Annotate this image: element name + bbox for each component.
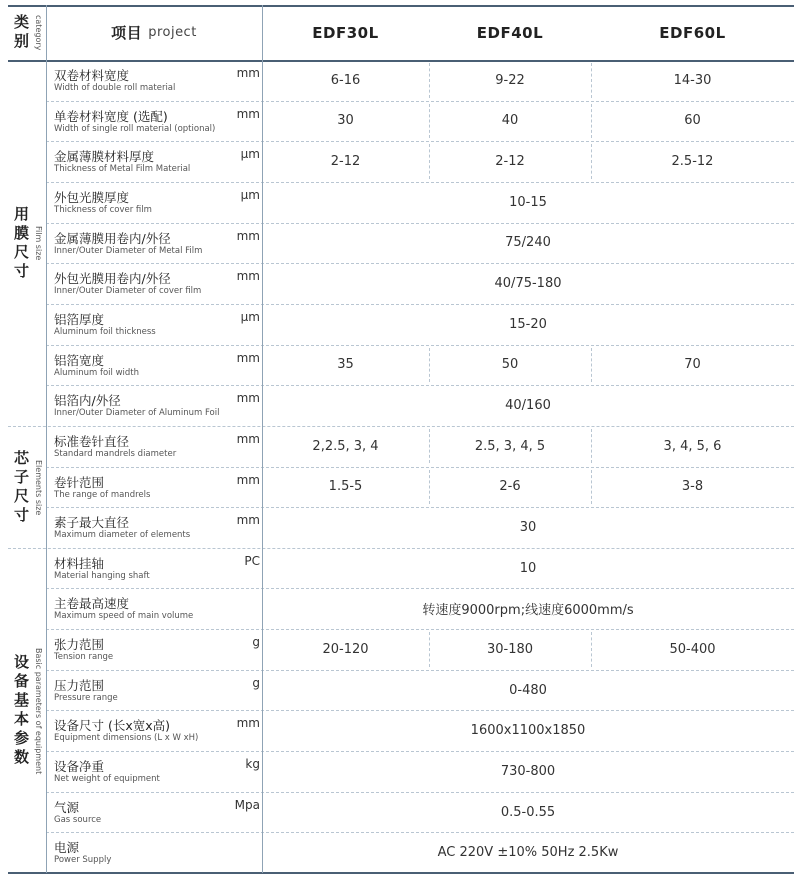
column-border — [262, 5, 263, 873]
spec-row-label — [54, 751, 260, 792]
spec-row-label — [54, 263, 260, 304]
item-name-zh: 外包光膜厚度 — [54, 189, 130, 205]
spec-value: 30 — [519, 519, 537, 535]
model-header-edf40l: EDF40L — [476, 23, 544, 42]
spec-value-edf60l: 3, 4, 5, 6 — [663, 438, 722, 454]
item-name-en: Thickness of cover film — [54, 204, 152, 215]
item-name-en: Width of single roll material (optional) — [54, 123, 216, 134]
item-name-en: Aluminum foil width — [54, 367, 140, 378]
item-unit: PC — [244, 553, 260, 568]
column-border — [46, 5, 47, 873]
row-divider — [46, 792, 794, 793]
column-divider — [429, 632, 430, 667]
spec-value-edf60l: 14-30 — [673, 72, 712, 88]
item-unit: μm — [240, 187, 260, 202]
column-divider — [591, 104, 592, 139]
spec-value: 转速度9000rpm;线速度6000mm/s — [422, 603, 634, 619]
spec-row-label — [54, 223, 260, 264]
item-name-en: Maximum speed of main volume — [54, 611, 194, 622]
category-film-size — [8, 60, 46, 427]
item-name-en: Inner/Outer Diameter of Aluminum Foil — [54, 408, 220, 419]
column-divider — [591, 429, 592, 464]
item-name-zh: 主卷最高速度 — [54, 596, 130, 612]
spec-value: 730-800 — [500, 763, 556, 779]
row-divider — [46, 710, 794, 711]
spec-value: 40/75-180 — [494, 276, 562, 292]
category-header-en: category — [34, 14, 43, 51]
category-basic-parameters-zh: 设备基本参数 — [12, 654, 30, 768]
row-divider — [46, 304, 794, 305]
project-header — [46, 5, 262, 60]
column-divider — [429, 348, 430, 383]
spec-value-edf30l: 2-12 — [330, 154, 361, 170]
item-unit: μm — [240, 309, 260, 324]
spec-row-label — [54, 101, 260, 142]
row-divider — [46, 588, 794, 589]
column-divider — [591, 470, 592, 505]
spec-value: 1600x1100x1850 — [470, 723, 586, 739]
spec-row-label — [54, 792, 260, 833]
spec-row-label — [54, 182, 260, 223]
spec-value: 10 — [519, 560, 537, 576]
category-film-size-en: Film size — [34, 226, 43, 261]
item-name-en: The range of mandrels — [54, 489, 151, 500]
row-divider — [8, 426, 794, 427]
row-divider — [46, 182, 794, 183]
spec-row-label — [54, 629, 260, 670]
row-divider — [8, 548, 794, 549]
spec-value-edf40l: 30-180 — [486, 641, 534, 657]
spec-table — [8, 5, 794, 873]
item-unit: mm — [236, 66, 260, 80]
project-header-zh: 项目 — [111, 24, 143, 42]
item-name-zh: 单卷材料宽度 (选配) — [54, 108, 168, 124]
item-unit: mm — [236, 350, 260, 365]
row-divider — [46, 223, 794, 224]
item-name-zh: 设备净重 — [54, 759, 105, 775]
item-unit: mm — [236, 391, 260, 406]
item-name-zh: 金属薄膜用卷内/外径 — [54, 230, 171, 246]
spec-value-edf60l: 50-400 — [669, 641, 716, 657]
spec-value-edf30l: 1.5-5 — [328, 479, 363, 495]
item-unit: mm — [236, 228, 260, 243]
spec-value-edf60l: 2.5-12 — [671, 154, 714, 170]
item-name-en: Thickness of Metal Film Material — [54, 164, 191, 175]
item-unit: mm — [236, 513, 260, 528]
row-divider — [46, 385, 794, 386]
category-elements-size-zh: 芯子尺寸 — [12, 450, 30, 526]
item-name-en: Net weight of equipment — [54, 774, 160, 785]
item-unit: kg — [245, 757, 260, 772]
column-divider — [591, 632, 592, 667]
spec-row-label — [54, 710, 260, 751]
row-divider — [46, 101, 794, 102]
spec-value-edf40l: 2-12 — [495, 154, 525, 170]
spec-value: 75/240 — [505, 235, 551, 251]
item-name-en: Power Supply — [54, 855, 112, 866]
row-divider — [46, 670, 794, 671]
item-name-zh: 材料挂轴 — [54, 555, 105, 571]
spec-value-edf30l: 20-120 — [322, 641, 369, 657]
spec-value: 10-15 — [509, 194, 547, 210]
spec-row-label — [54, 304, 260, 345]
item-name-en: Standard mandrels diameter — [54, 448, 177, 459]
row-divider — [46, 507, 794, 508]
spec-value: 0-480 — [509, 682, 547, 698]
item-name-zh: 铝箔内/外径 — [54, 393, 121, 409]
item-name-en: Inner/Outer Diameter of Metal Film — [54, 245, 203, 256]
spec-value-edf60l: 70 — [684, 357, 701, 373]
category-header-zh: 类别 — [12, 13, 30, 52]
item-name-en: Tension range — [54, 652, 114, 663]
column-divider — [591, 144, 592, 179]
item-name-en: Width of double roll material — [54, 83, 176, 93]
spec-value: 40/160 — [505, 398, 551, 413]
spec-value-edf30l: 2,2.5, 3, 4 — [312, 438, 379, 454]
project-header-en: project — [148, 25, 197, 40]
spec-row-label — [54, 385, 260, 426]
item-name-en: Pressure range — [54, 692, 118, 703]
row-divider — [46, 263, 794, 264]
column-divider — [591, 348, 592, 383]
item-unit: μm — [240, 147, 260, 162]
row-divider — [46, 629, 794, 630]
spec-value: AC 220V ±10% 50Hz 2.5Kw — [437, 845, 619, 861]
row-divider — [8, 872, 794, 874]
item-unit: mm — [236, 431, 260, 446]
category-elements-size-en: Elements size — [34, 460, 43, 516]
spec-row-label — [54, 345, 260, 386]
category-header — [8, 5, 46, 60]
item-name-zh: 气源 — [54, 799, 80, 815]
item-name-zh: 张力范围 — [54, 637, 105, 653]
spec-value-edf40l: 9-22 — [495, 72, 525, 88]
spec-row-label — [54, 832, 260, 873]
item-name-en: Equipment dimensions (L x W xH) — [54, 733, 199, 744]
item-name-zh: 标准卷针直径 — [54, 433, 130, 449]
spec-row-label — [54, 141, 260, 182]
row-divider — [46, 467, 794, 468]
category-elements-size — [8, 427, 46, 549]
category-basic-parameters-en: Basic parameters of equipment — [34, 647, 43, 775]
spec-row-label — [54, 426, 260, 467]
spec-value-edf40l: 2-6 — [499, 479, 521, 495]
row-divider — [46, 141, 794, 142]
item-name-zh: 卷针范围 — [54, 474, 105, 490]
spec-row-label — [54, 467, 260, 508]
spec-value-edf40l: 40 — [501, 113, 519, 129]
spec-value: 0.5-0.55 — [500, 804, 556, 820]
spec-value-edf30l: 6-16 — [330, 72, 361, 88]
item-name-zh: 外包光膜用卷内/外径 — [54, 271, 171, 287]
row-divider — [46, 751, 794, 752]
column-divider — [429, 429, 430, 464]
spec-row-label — [54, 548, 260, 589]
column-divider — [429, 144, 430, 179]
item-name-en: Maximum diameter of elements — [54, 530, 191, 541]
spec-row-label — [54, 507, 260, 548]
item-name-zh: 素子最大直径 — [54, 515, 130, 531]
item-name-en: Gas source — [54, 814, 102, 825]
item-unit: mm — [236, 716, 260, 731]
item-unit: Mpa — [234, 797, 260, 812]
spec-value: 15-20 — [509, 316, 547, 332]
spec-row-label — [54, 588, 260, 629]
item-name-zh: 双卷材料宽度 — [54, 68, 130, 83]
item-unit: g — [252, 635, 260, 650]
item-name-zh: 设备尺寸 (长x宽x高) — [54, 718, 171, 734]
item-name-zh: 铝箔厚度 — [54, 311, 105, 327]
item-name-en: Material hanging shaft — [54, 570, 150, 581]
column-divider — [429, 470, 430, 505]
spec-value-edf60l: 60 — [684, 113, 701, 129]
item-name-en: Inner/Outer Diameter of cover film — [54, 286, 202, 297]
item-name-en: Aluminum foil thickness — [54, 326, 156, 337]
category-film-size-zh: 用膜尺寸 — [12, 205, 30, 282]
row-divider — [46, 345, 794, 346]
row-divider — [8, 60, 794, 62]
item-unit: g — [252, 675, 260, 690]
item-name-zh: 铝箔宽度 — [54, 352, 105, 368]
spec-value-edf60l: 3-8 — [681, 479, 704, 495]
spec-value-edf40l: 2.5, 3, 4, 5 — [474, 438, 546, 454]
item-name-zh: 金属薄膜材料厚度 — [54, 149, 155, 165]
row-divider — [8, 5, 794, 7]
item-name-zh: 压力范围 — [54, 677, 105, 693]
spec-value-edf30l: 35 — [337, 357, 354, 373]
item-unit: mm — [236, 472, 260, 487]
column-divider — [429, 63, 430, 98]
item-unit: mm — [236, 106, 260, 121]
model-header-edf30l: EDF30L — [312, 23, 379, 42]
item-unit: mm — [236, 269, 260, 284]
row-divider — [46, 832, 794, 833]
spec-value-edf30l: 30 — [337, 113, 354, 129]
column-divider — [591, 63, 592, 98]
column-divider — [429, 104, 430, 139]
spec-value-edf40l: 50 — [501, 357, 519, 373]
category-basic-parameters — [8, 549, 46, 873]
model-header-edf60l: EDF60L — [659, 23, 726, 42]
spec-row-label — [54, 670, 260, 711]
spec-row-label — [54, 60, 260, 101]
item-name-zh: 电源 — [54, 840, 80, 856]
